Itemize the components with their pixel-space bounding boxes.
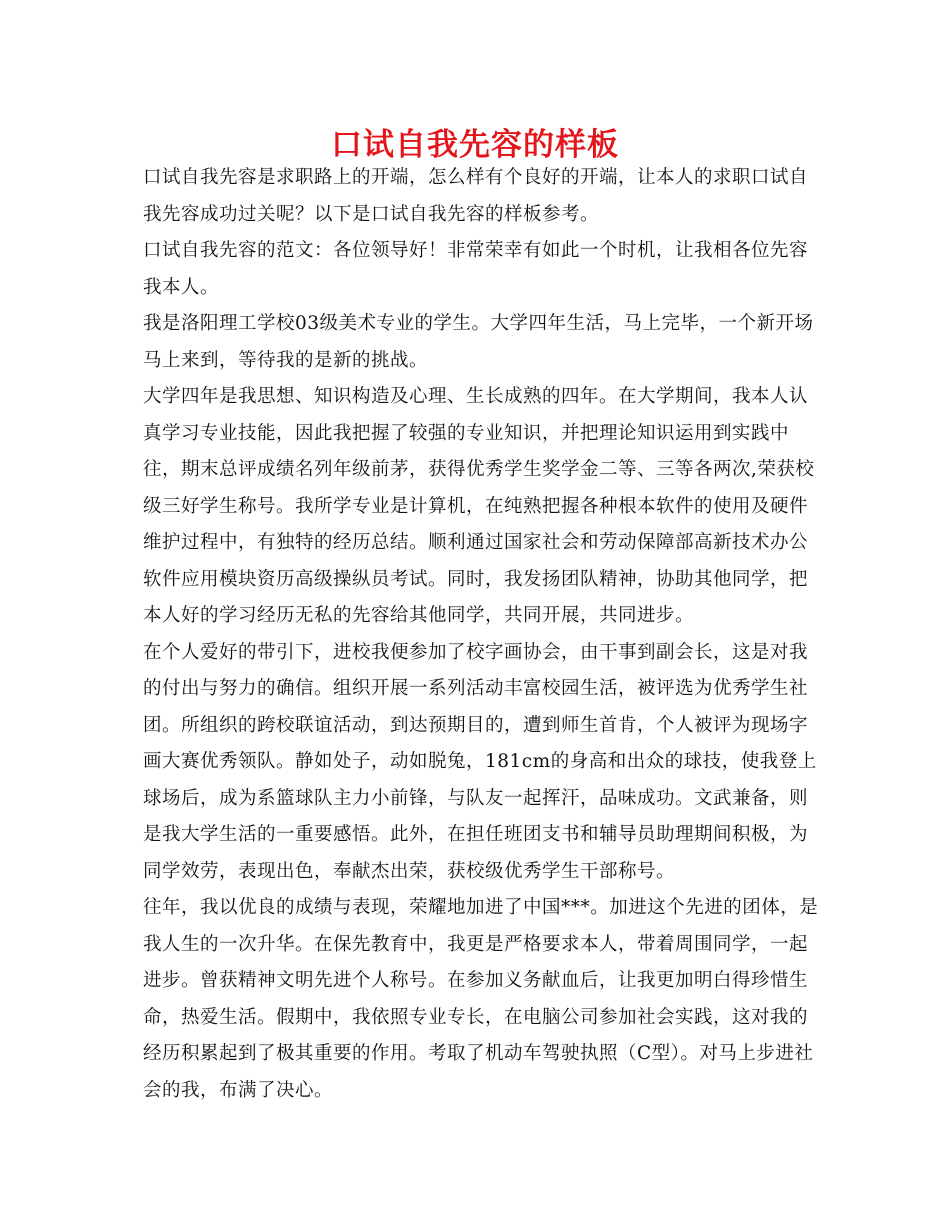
paragraph-greeting: 口试自我先容的范文：各位领导好！非常荣幸有如此一个时机，让我相各位先容我本人。: [143, 240, 809, 298]
paragraph-studies: 大学四年是我思想、知识构造及心理、生长成熟的四年。在大学期间，我本人认真学习专业技能，因此我把握了较强的专业知识，并把理论知识运用到实践中往，期末总评成绩名列年级前茅，获得优秀学生奖学金二等、三等各两次,荣获校级三好学生称号。我所学专业是计算机，在纯熟把握各种根本软件的使用及硬件维护过程中，有独特的经历总结。顺利通过国家社会和劳动保障部高新技术办公软件应用模块资历高级操纵员考试。同时，我发扬团队精神，协助其他同学，把本人好的学习经历无私的先容给其他同学，共同开展，共同进步。: [143, 386, 815, 626]
paragraph-achievements: 往年，我以优良的成绩与表现，荣耀地加进了中国***。加进这个先进的团体，是我人生的一次升华。在保先教育中，我更是严格要求本人，带着周围同学，一起进步。曾获精神文明先进个人称号。在参加义务献血后，让我更加明白得珍惜生命，热爱生活。假期中，我依照专业专长，在电脑公司参加社会实践，这对我的经历积累起到了极其重要的作用。考取了机动车驾驶执照（C型）。对马上步进社会的我，布满了决心。: [143, 897, 819, 1101]
paragraph-activities: 在个人爱好的带引下，进校我便参加了校字画协会，由干事到副会长，这是对我的付出与努力的确信。组织开展一系列活动丰富校园生活，被评选为优秀学生社团。所组织的跨校联谊活动，到达预期目的，遭到师生首肯，个人被评为现场字画大赛优秀领队。静如处子，动如脱兔，181cm的身高和出众的球技，使我登上球场后，成为系篮球队主力小前锋，与队友一起挥汗，品味成功。文武兼备，则是我大学生活的一重要感悟。此外，在担任班团支书和辅导员助理期间积极，为同学效劳，表现出色，奉献杰出荣，获校级优秀学生干部称号。: [143, 641, 817, 882]
document-title: 口试自我先容的样板: [331, 127, 619, 163]
paragraph-background: 我是洛阳理工学校03级美术专业的学生。大学四年生活，马上完毕，一个新开场马上来到，等待我的是新的挑战。: [143, 313, 814, 371]
paragraph-intro: 口试自我先容是求职路上的开端，怎么样有个良好的开端，让本人的求职口试自我先容成功过关呢？以下是口试自我先容的样板参考。: [143, 167, 809, 225]
document-body: [143, 160, 823, 1109]
